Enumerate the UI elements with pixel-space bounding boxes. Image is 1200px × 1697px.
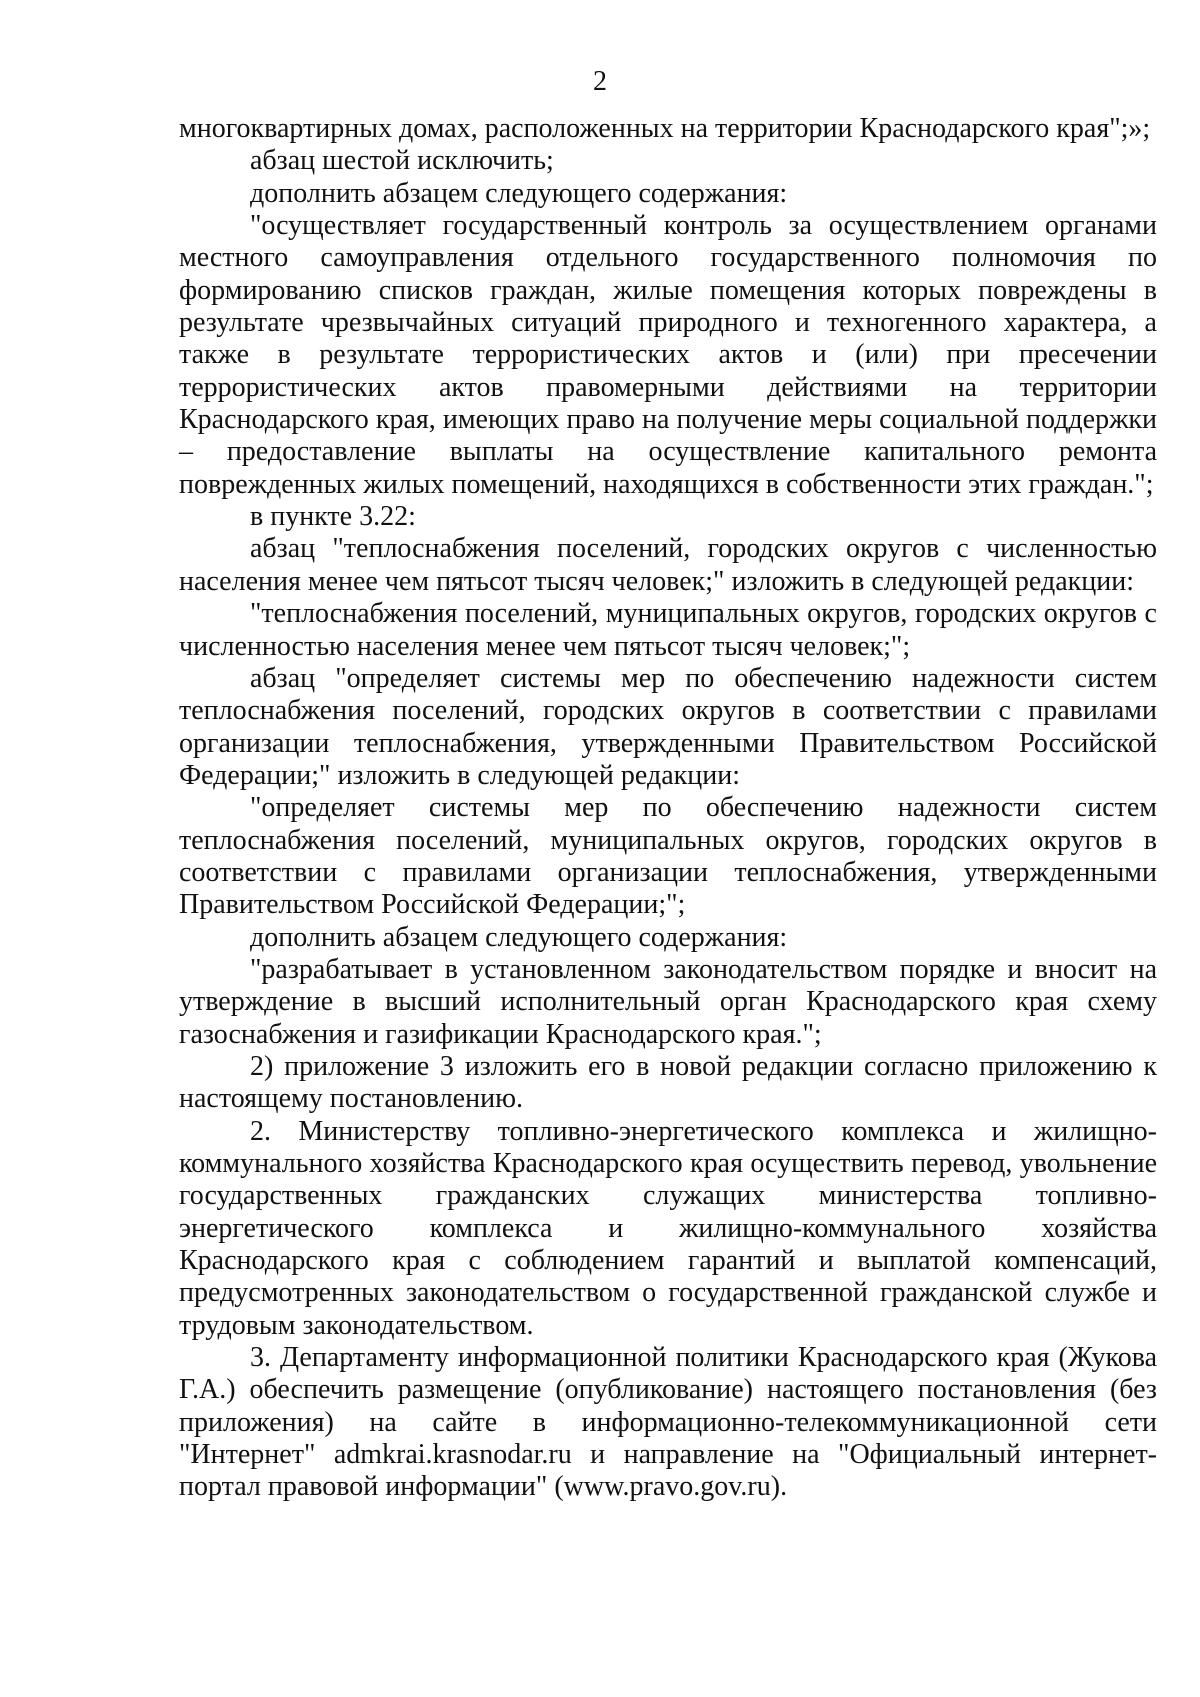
document-paragraph: 2. Министерству топливно-энергетического комплекса и жилищно-коммунального хозяйства Краснодарского края осуществить перевод, увольнение государственных гражданских служащих министерства топливно-энергетического комплекса и жилищно-коммунального хозяйства Краснодарского края с соблюдением гарантий и выплатой компенсаций, предусмотренных законодательством о государственной гражданской службе и трудовым законодательством. [179,1115,1157,1341]
document-paragraph: "определяет системы мер по обеспечению надежности систем теплоснабжения поселений, муниципальных округов, городских округов в соответствии с правилами организации теплоснабжения, утвержденными Правительством Российской Федерации;"; [179,792,1157,921]
document-paragraph: "разрабатывает в установленном законодательством порядке и вносит на утверждение в высший исполнительный орган Краснодарского края схему газоснабжения и газификации Краснодарского края."; [179,953,1157,1050]
document-paragraph: в пункте 3.22: [250,501,416,533]
document-paragraph: 3. Департаменту информационной политики Краснодарского края (Жукова Г.А.) обеспечить размещение (опубликование) настоящего постановления (без приложения) на сайте в информационно-телекоммуникационной сети "Интернет" admkrai.krasnodar.ru и направление на "Официальный интернет-портал правовой информации" (www.pravo.gov.ru). [179,1342,1157,1503]
page-number: 2 [593,66,607,97]
document-paragraph: многоквартирных домах, расположенных на территории Краснодарского края";»; [179,113,1151,144]
document-paragraph: "теплоснабжения поселений, муниципальных округов, городских округов с численностью населения менее чем пятьсот тысяч человек;"; [179,598,1157,662]
document-paragraph: абзац "теплоснабжения поселений, городских округов с численностью населения менее чем пятьсот тысяч человек;" изложить в следующей редакции: [179,533,1157,597]
document-paragraph: абзац "определяет системы мер по обеспечению надежности систем теплоснабжения поселений, городских округов в соответствии с правилами организации теплоснабжения, утвержденными Правительством Российской Федерации;" изложить в следующей редакции: [179,662,1157,791]
document-paragraph: "осуществляет государственный контроль за осуществлением органами местного самоуправления отдельного государственного полномочия по формированию списков граждан, жилые помещения которых повреждены в результате чрезвычайных ситуаций природного и техногенного характера, а также в результате террористических актов и (или) при пресечении террористических актов правомерными действиями на территории Краснодарского края, имеющих право на получение меры социальной поддержки – предоставление выплаты на осуществление капитального ремонта поврежденных жилых помещений, находящихся в собственности этих граждан."; [179,210,1157,500]
document-paragraph: дополнить абзацем следующего содержания: [250,177,788,209]
document-paragraph: дополнить абзацем следующего содержания: [250,921,788,953]
document-body [179,113,1157,1504]
document-paragraph: абзац шестой исключить; [250,145,554,177]
document-paragraph: 2) приложение 3 изложить его в новой редакции согласно приложению к настоящему постановлению. [179,1050,1157,1115]
